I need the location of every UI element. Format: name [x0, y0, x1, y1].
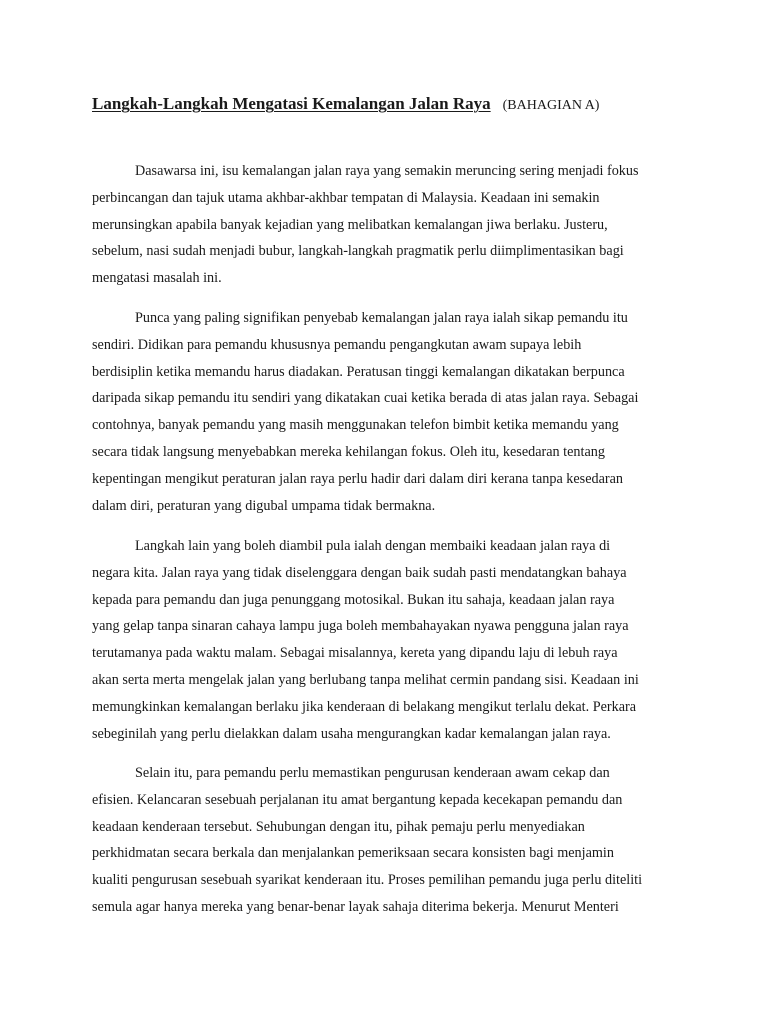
paragraph-line: merunsingkan apabila banyak kejadian yang melibatkan kemalangan jiwa berlaku. Justeru,: [92, 216, 608, 233]
paragraph-1: [92, 158, 672, 292]
paragraph-line: memungkinkan kemalangan berlaku jika kenderaan di belakang mengikut terlalu dekat. Perkara: [92, 698, 637, 715]
paragraph-line: semula agar hanya mereka yang benar-benar layak sahaja diterima bekerja. Menurut Menteri: [92, 898, 619, 915]
paragraph-line: perkhidmatan secara berkala dan menjalankan pemeriksaan secara konsisten bagi menjamin: [92, 845, 614, 862]
paragraph-line: efisien. Kelancaran sesebuah perjalanan itu amat bergantung kepada kecekapan pemandu dan: [92, 791, 623, 808]
paragraph-line: kepada para pemandu dan juga penunggang motosikal. Bukan itu sahaja, keadaan jalan raya: [92, 591, 615, 608]
document-part-label: (BAHAGIAN A): [502, 98, 600, 113]
paragraph-line: daripada sikap pemandu itu sendiri yang dikatakan cuai ketika berada di atas jalan raya. Sebagai: [92, 390, 639, 407]
paragraph-line: kualiti pengurusan sesebuah syarikat kenderaan itu. Proses pemilihan pemandu juga perlu diteliti: [92, 872, 643, 889]
title-row: [92, 94, 692, 116]
paragraph-line: akan serta merta mengelak jalan yang berlubang tanpa melihat cermin pandang sisi. Keadaan ini: [92, 671, 639, 688]
paragraph-3: [92, 533, 672, 747]
paragraph-4: [92, 760, 672, 921]
paragraph-line: kepentingan mengikut peraturan jalan raya perlu hadir dari dalam diri kerana tanpa kesedaran: [92, 470, 624, 487]
paragraph-line: terutamanya pada waktu malam. Sebagai misalannya, kereta yang dipandu laju di lebuh raya: [92, 645, 618, 662]
paragraph-line: sendiri. Didikan para pemandu khususnya pemandu pengangkutan awam supaya lebih: [92, 336, 582, 353]
paragraph-line: yang gelap tanpa sinaran cahaya lampu juga boleh membahayakan nyawa pengguna jalan raya: [92, 618, 629, 635]
paragraph-line: contohnya, banyak pemandu yang masih menggunakan telefon bimbit ketika memandu yang: [92, 417, 619, 434]
paragraph-line: negara kita. Jalan raya yang tidak diselenggara dengan baik sudah pasti mendatangkan bahaya: [92, 564, 627, 581]
paragraph-line: Langkah lain yang boleh diambil pula ialah dengan membaiki keadaan jalan raya di: [135, 538, 611, 554]
paragraph-line: Dasawarsa ini, isu kemalangan jalan raya yang semakin meruncing sering menjadi fokus: [135, 163, 639, 179]
paragraph-line: Selain itu, para pemandu perlu memastikan pengurusan kenderaan awam cekap dan: [135, 765, 610, 781]
paragraph-line: mengatasi masalah ini.: [92, 270, 222, 287]
paragraph-line: secara tidak langsung menyebabkan mereka kehilangan fokus. Oleh itu, kesedaran tentang: [92, 443, 605, 460]
paragraph-line: perbincangan dan tajuk utama akhbar-akhbar tempatan di Malaysia. Keadaan ini semakin: [92, 189, 600, 206]
paragraph-line: dalam diri, peraturan yang digubal umpama tidak bermakna.: [92, 497, 436, 514]
paragraph-line: keadaan kenderaan tersebut. Sehubungan dengan itu, pihak pemaju perlu menyediakan: [92, 818, 585, 835]
paragraph-2: [92, 305, 672, 519]
paragraph-line: Punca yang paling signifikan penyebab kemalangan jalan raya ialah sikap pemandu itu: [135, 310, 628, 326]
paragraph-line: berdisiplin ketika memandu harus diadakan. Peratusan tinggi kemalangan dikatakan berpunca: [92, 363, 625, 380]
document-title: Langkah-Langkah Mengatasi Kemalangan Jalan Raya: [92, 94, 491, 113]
paragraph-line: sebeginilah yang perlu dielakkan dalam usaha mengurangkan kadar kemalangan jalan raya.: [92, 725, 611, 742]
paragraph-line: sebelum, nasi sudah menjadi bubur, langkah-langkah pragmatik perlu diimplimentasikan bagi: [92, 243, 624, 260]
